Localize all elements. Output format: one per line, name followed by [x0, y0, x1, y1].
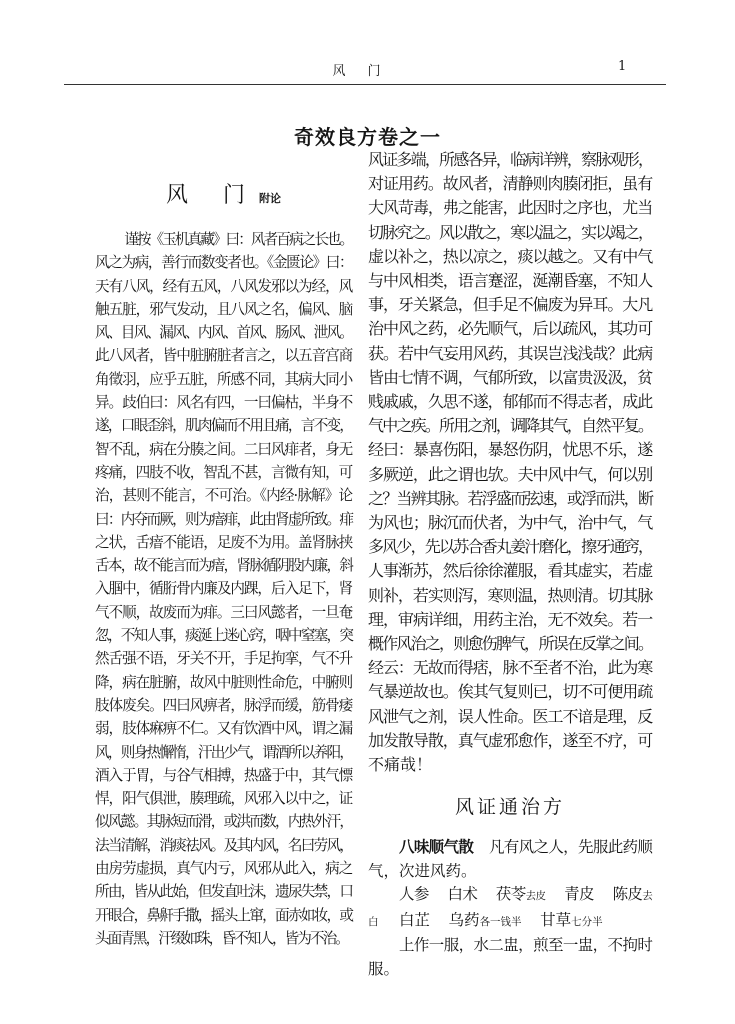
- directions-text: 服。: [368, 959, 400, 978]
- text-line: 由房劳虚损，真气内亏，风邪从此入，病之: [95, 860, 352, 878]
- text-line: 然舌强不语，牙关不开，手足拘挛，气不升: [95, 650, 352, 668]
- text-line: 多风少，先以苏合香丸姜汁磨化，擦牙通窍，: [368, 537, 652, 557]
- ingredient-note: 七分半: [571, 915, 603, 928]
- recipe-line: [368, 860, 652, 884]
- right-column-text: [368, 148, 652, 777]
- text-line: 此八风者，皆中脏腑脏者言之，以五音宫商: [95, 347, 352, 365]
- formula-section-heading: 风证通治方: [454, 796, 565, 818]
- recipe-description: 气，次进风药。: [368, 861, 477, 880]
- directions-line: [368, 934, 652, 958]
- text-line: 忽，不知人事，痰涎上迷心窍，咽中窒塞，突: [95, 627, 352, 645]
- directions-text: 上作一服，水二盅，煎至一盅，不拘时: [399, 936, 652, 955]
- text-line: 肢体废矣。四曰风痹者，脉浮而缓，筋骨痿: [95, 696, 352, 714]
- text-line: 风证多端，所感各异，临病详辨，察脉观形，: [368, 150, 652, 169]
- text-line: 气不顺，故废而为痱。三曰风懿者，一旦奄: [95, 603, 352, 621]
- text-line: 异。歧伯曰：风名有四，一曰偏枯，半身不: [95, 394, 352, 412]
- text-line: 经曰：暴喜伤阳，暴怒伤阴，忧思不乐，遂: [368, 440, 652, 460]
- ingredients-line: [368, 883, 652, 909]
- text-line: 之状，舌瘖不能语，足废不为用。盖肾脉挟: [95, 533, 352, 551]
- text-line: 对证用药。故风者，清静则肉腠闭拒，虽有: [368, 174, 652, 194]
- text-line: 入腘中，循胻骨内廉及内踝，后入足下，肾: [95, 580, 352, 598]
- section-heading-feng-men: [95, 178, 352, 209]
- page-number: 1: [618, 59, 627, 74]
- text-line: 疼痛，四肢不收，智乱不甚，言微有知，可: [95, 463, 352, 481]
- text-line: 智不乱，病在分腠之间。二曰风痱者，身无: [95, 440, 352, 458]
- header-rule: [64, 84, 666, 85]
- ingredient-note: 白: [368, 915, 379, 928]
- text-line: 虚以补之，热以凉之，痰以越之。又有中气: [368, 246, 652, 266]
- recipe-name: 八味顺气散: [399, 838, 474, 856]
- text-line: 弱，肢体痳痹不仁。又有饮酒中风，谓之漏: [95, 720, 352, 738]
- text-line: 理，审病详细，用药主治，无不效矣。若一: [368, 609, 652, 629]
- text-line: 天有八风，经有五风，八风发邪以为经，风: [95, 277, 352, 295]
- text-line: 开眼合，鼻鼾手撒，摇头上窜，面赤如妆，或: [95, 906, 352, 924]
- ingredient: 乌药: [448, 910, 480, 929]
- running-header: 风门: [332, 64, 403, 79]
- text-line: 酒入于胃，与谷气相搏，热盛于中，其气慓: [95, 766, 352, 784]
- text-line: 舌本，故不能言而为瘖，肾脉循阴股内廉，斜: [95, 557, 352, 575]
- text-line: 切脉究之。风以散之，寒以温之，实以竭之，: [368, 222, 652, 242]
- ingredient: 甘草: [540, 910, 572, 929]
- text-line: 头面青黑，汗缀如珠，昏不知人，皆为不治。: [95, 929, 348, 947]
- text-line: 气暴逆故也。俟其气复则已，切不可便用疏: [368, 682, 652, 702]
- text-line: 治中风之药，必先顺气，后以疏风，其功可: [368, 319, 652, 339]
- text-line: 触五脏，邪气发动，且八风之名，偏风、脑: [95, 300, 352, 318]
- volume-title: 奇效良方卷之一: [294, 125, 441, 149]
- text-line: 风，则身热懈惰，汗出少气，谓酒所以养阳，: [95, 743, 352, 761]
- recipe-line: [368, 836, 652, 860]
- ingredient: 人参: [399, 885, 429, 904]
- text-line: 悍，阳气俱泄，腠理疏，风邪入以中之，证: [95, 790, 352, 808]
- ingredient-note: 各一钱半: [479, 915, 522, 928]
- text-line: 获。若中气妄用风药，其误岂浅浅哉？此病: [368, 343, 652, 363]
- text-line: 经云：无故而得痞，脉不至者不治，此为寒: [368, 658, 652, 678]
- ingredient: 陈皮: [612, 885, 643, 904]
- text-line: 风之为病，善行而数变者也。《金匮论》曰：: [95, 254, 352, 272]
- directions-line: [368, 958, 652, 982]
- text-line: 之？当辨其脉。若浮盛而弦速，或浮而洪，断: [368, 488, 652, 508]
- text-line: 加发散导散，真气虚邪愈作，遂至不疗，可: [368, 730, 652, 750]
- ingredient: 白芷: [398, 910, 430, 929]
- recipe-description: 凡有风之人，先服此药顺: [488, 838, 652, 856]
- text-line: 皆由七情不调，气郁所致，以富贵汲汲，贫: [368, 367, 652, 387]
- text-line: 风泄气之剂，误人性命。医工不谙是理，反: [368, 706, 652, 726]
- text-line: 则补，若实则泻，寒则温，热则清。切其脉: [368, 585, 652, 605]
- text-line: 遂，口眼歪斜，肌肉偏而不用且痛，言不变，: [95, 417, 352, 435]
- text-line: 治，甚则不能言，不可治。《内经·脉解》论: [95, 487, 352, 505]
- ingredient: 茯苓: [495, 885, 526, 904]
- text-line: 事，牙关紧急，但手足不偏废为异耳。大凡: [368, 295, 652, 315]
- recipe-block: [368, 836, 652, 982]
- text-line: 人事渐苏，然后徐徐灌服，看其虚实，若虚: [368, 561, 652, 581]
- text-line: 不痛哉！: [368, 755, 433, 775]
- section-heading-note: 附论: [259, 192, 281, 205]
- text-line: 贱戚戚，久思不遂，郁郁而不得志者，成此: [368, 392, 652, 412]
- text-line: 多厥逆，此之谓也欤。夫中风中气，何以别: [368, 464, 652, 484]
- ingredient: 青皮: [563, 885, 594, 904]
- text-line: 为风也；脉沉而伏者，为中气，治中气，气: [368, 513, 652, 533]
- ingredient-note: 去皮: [525, 890, 546, 903]
- text-line: 气中之疾。所用之剂，调降其气，自然平复。: [368, 416, 652, 436]
- text-line: 角徵羽，应乎五脏，所感不同，其病大同小: [95, 370, 352, 388]
- ingredient-note: 去: [642, 890, 652, 903]
- ingredient: 白术: [447, 885, 478, 904]
- section-heading-text: 风 门: [166, 183, 259, 208]
- text-line: 与中风相类，语言蹇涩，涎潮昏塞，不知人: [368, 271, 652, 291]
- text-line: 风、目风、漏风、内风、首风、肠风、泄风。: [95, 324, 352, 342]
- text-line: 谨按《玉机真藏》曰：风者百病之长也。: [124, 231, 352, 248]
- text-line: 曰：内夺而厥，则为瘖痱，此由肾虚所致。痱: [95, 510, 352, 528]
- text-line: 降，病在脏腑，故风中脏则性命危，中腑则: [95, 673, 352, 691]
- text-line: 概作风治之，则愈伤脾气，所误在反掌之间。: [368, 634, 652, 654]
- text-line: 大风苛毒，弗之能害，此因时之序也，尤当: [368, 198, 652, 218]
- left-column-text: [95, 228, 352, 950]
- ingredients-line: [368, 909, 652, 935]
- text-line: 所由，皆从此始，但发直吐沫，遗尿失禁，口: [95, 883, 352, 901]
- text-line: 似风懿。其脉短而滑，或洪而数，内热外汗，: [95, 813, 352, 831]
- text-line: 法当清解，消痰祛风。及其内风，名曰劳风，: [95, 836, 352, 854]
